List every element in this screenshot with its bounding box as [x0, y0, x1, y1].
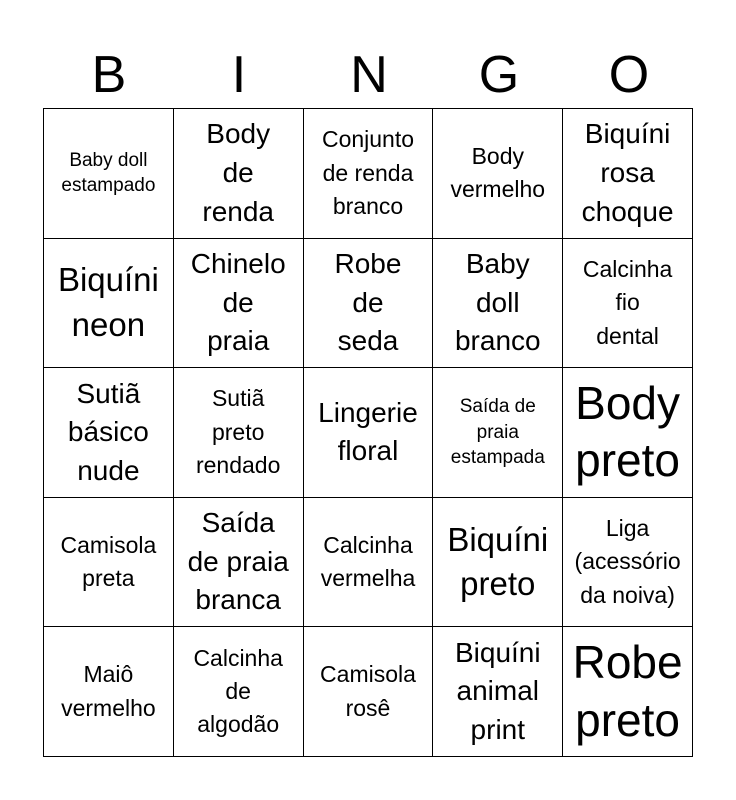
bingo-cell-2-1: Biquíni neon: [44, 239, 174, 369]
bingo-cell-4-5: Liga (acessório da noiva): [563, 498, 693, 628]
bingo-cell-1-4: Body vermelho: [433, 109, 563, 239]
bingo-cell-3-5: Body preto: [563, 368, 693, 498]
bingo-cell-5-2: Calcinha de algodão: [174, 627, 304, 757]
bingo-header: [44, 40, 694, 110]
bingo-cell-2-3: Robe de seda: [304, 239, 434, 369]
bingo-cell-1-5: Biquíni rosa choque: [563, 109, 693, 239]
header-letter-g: G: [478, 46, 520, 104]
bingo-cell-2-4: Baby doll branco: [433, 239, 563, 369]
bingo-cell-2-2: Chinelo de praia: [174, 239, 304, 369]
bingo-cell-4-4: Biquíni preto: [433, 498, 563, 628]
bingo-board: [43, 108, 693, 757]
header-letter-i: I: [231, 46, 247, 104]
bingo-cell-3-4: Saída de praia estampada: [433, 368, 563, 498]
bingo-cell-4-2: Saída de praia branca: [174, 498, 304, 628]
bingo-cell-5-5: Robe preto: [563, 627, 693, 757]
bingo-cell-4-1: Camisola preta: [44, 498, 174, 628]
bingo-cell-3-2: Sutiã preto rendado: [174, 368, 304, 498]
bingo-cell-5-3: Camisola rosê: [304, 627, 434, 757]
bingo-cell-1-2: Body de renda: [174, 109, 304, 239]
bingo-cell-3-1: Sutiã básico nude: [44, 368, 174, 498]
bingo-cell-5-1: Maiô vermelho: [44, 627, 174, 757]
bingo-cell-2-5: Calcinha fio dental: [563, 239, 693, 369]
header-letter-n: N: [350, 46, 388, 104]
bingo-cell-1-1: Baby doll estampado: [44, 109, 174, 239]
bingo-cell-5-4: Biquíni animal print: [433, 627, 563, 757]
bingo-cell-1-3: Conjunto de renda branco: [304, 109, 434, 239]
header-letter-o: O: [608, 46, 650, 104]
bingo-cell-3-3: Lingerie floral: [304, 368, 434, 498]
header-letter-b: B: [91, 46, 127, 104]
bingo-cell-4-3: Calcinha vermelha: [304, 498, 434, 628]
